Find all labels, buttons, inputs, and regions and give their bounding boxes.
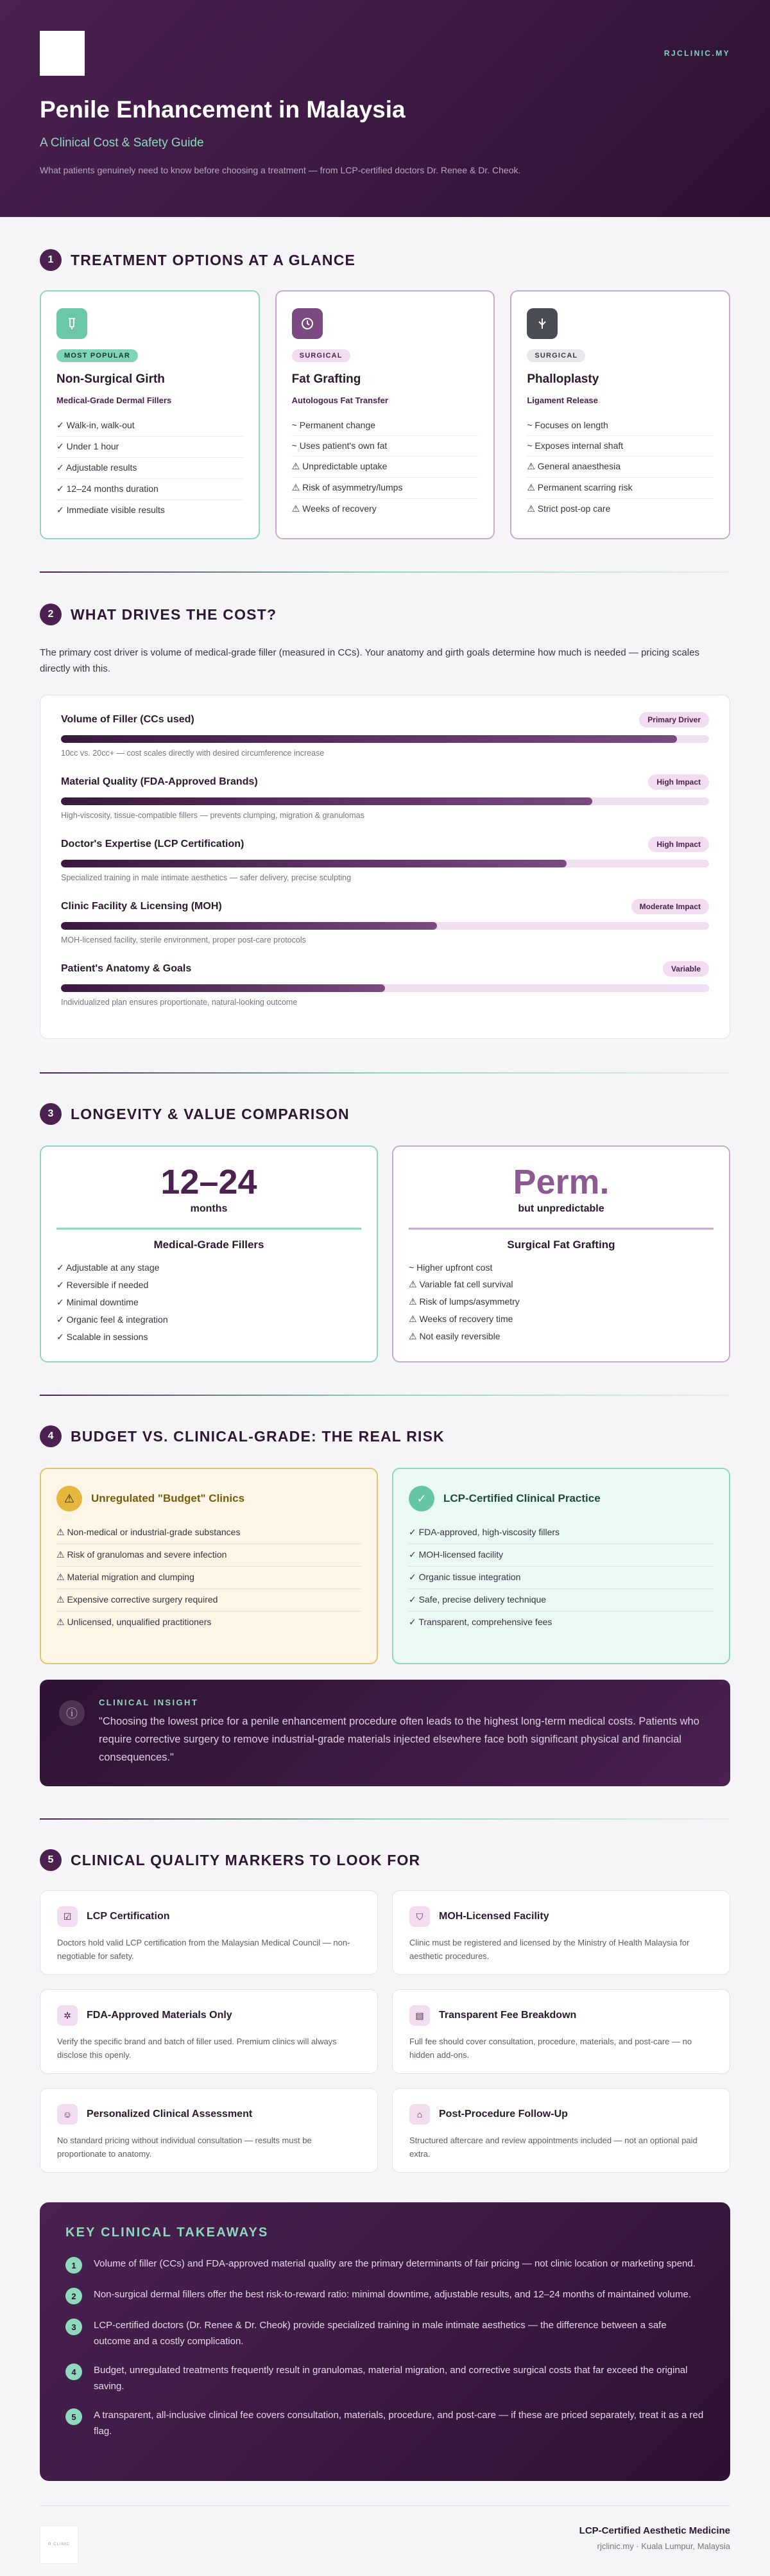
impact-bar xyxy=(61,797,709,805)
list-item: ⚠ Permanent scarring risk xyxy=(527,478,714,499)
home-icon: ⌂ xyxy=(409,2104,430,2125)
list-item: ✓ Under 1 hour xyxy=(56,437,243,458)
list-item: ✓ Minimal downtime xyxy=(56,1297,139,1307)
takeaway-number: 3 xyxy=(65,2319,82,2335)
takeaway-number: 5 xyxy=(65,2408,82,2425)
marker-text: Verify the specific brand and batch of filler used. Premium clinics will always disclose this openly. xyxy=(57,2037,337,2060)
list-item: ⚠ Variable fat cell survival xyxy=(409,1279,513,1289)
list-item: ⚠ Weeks of recovery time xyxy=(409,1314,513,1324)
list-item: ✓ Walk-in, walk-out xyxy=(56,415,243,437)
list-item: ~ Uses patient's own fat xyxy=(292,436,479,457)
list-item: ⚠ Not easily reversible xyxy=(409,1331,501,1341)
section-divider xyxy=(40,1395,730,1396)
list-item: ~ Focuses on length xyxy=(527,415,714,436)
takeaways-title: KEY CLINICAL TAKEAWAYS xyxy=(65,2225,269,2240)
driver-title: Clinic Facility & Licensing (MOH) xyxy=(61,901,222,912)
section-title: CLINICAL QUALITY MARKERS TO LOOK FOR xyxy=(71,1851,421,1868)
impact-bar-fill xyxy=(61,797,592,805)
card-subtitle: Autologous Fat Transfer xyxy=(291,396,388,405)
list-item: ✓ FDA-approved, high-viscosity fillers xyxy=(409,1522,714,1544)
section-title: WHAT DRIVES THE COST? xyxy=(71,605,277,623)
takeaway-number: 4 xyxy=(65,2363,82,2380)
takeaway-number: 2 xyxy=(65,2288,82,2304)
section-header xyxy=(40,604,730,625)
takeaway-item xyxy=(65,2256,705,2274)
footer-logo[interactable]: R CLINIC xyxy=(40,2525,78,2564)
badge: MOST POPULAR xyxy=(56,349,138,362)
impact-bar xyxy=(61,860,709,867)
marker-title: MOH-Licensed Facility xyxy=(439,1911,549,1922)
driver-title: Material Quality (FDA-Approved Brands) xyxy=(61,776,258,787)
duration-unit: months xyxy=(190,1203,228,1214)
section-risk xyxy=(0,1425,770,1786)
card-subtitle: Ligament Release xyxy=(527,396,598,405)
longevity-card-fillers xyxy=(40,1145,378,1362)
marker-title: Personalized Clinical Assessment xyxy=(87,2109,253,2119)
cost-driver-row xyxy=(61,837,709,882)
section-longevity xyxy=(0,1103,770,1362)
list-item: ⚠ Unlicensed, unqualified practitioners xyxy=(56,1617,212,1627)
list-item: ~ Exposes internal shaft xyxy=(527,436,714,457)
section-header xyxy=(40,1103,730,1125)
certificate-icon: ☑ xyxy=(57,1906,78,1927)
cost-driver-row xyxy=(61,899,709,944)
card-title: Phalloplasty xyxy=(527,372,599,386)
impact-badge: Moderate Impact xyxy=(631,899,709,914)
gear-icon: ✲ xyxy=(57,2005,78,2026)
duration-value: 12–24 xyxy=(160,1163,257,1201)
treatment-cards xyxy=(40,290,730,539)
list-item: ⚠ Risk of lumps/asymmetry xyxy=(409,1296,520,1307)
page-subtitle: A Clinical Cost & Safety Guide xyxy=(40,136,204,150)
shield-icon: ⛉ xyxy=(409,1906,430,1927)
marker-text: No standard pricing without individual consultation — results must be proportionate to anatomy. xyxy=(57,2136,312,2159)
list-item: ✓ Safe, precise delivery technique xyxy=(409,1589,714,1612)
impact-bar xyxy=(61,922,709,930)
card-title: Medical-Grade Fillers xyxy=(153,1239,264,1251)
cost-driver-row xyxy=(61,961,709,1007)
section-number: 1 xyxy=(40,249,62,271)
card-feature-list xyxy=(292,415,479,519)
section-quality-markers xyxy=(0,1849,770,2481)
clinical-practice-card xyxy=(392,1468,730,1664)
driver-title: Patient's Anatomy & Goals xyxy=(61,963,192,974)
hero-header xyxy=(0,0,770,217)
takeaway-item xyxy=(65,2317,705,2349)
list-item: ⚠ Unpredictable uptake xyxy=(292,457,479,478)
section-title: BUDGET VS. CLINICAL-GRADE: THE REAL RISK xyxy=(71,1427,445,1445)
badge: SURGICAL xyxy=(527,349,585,362)
section-cost-drivers xyxy=(0,604,770,1039)
driver-note: High-viscosity, tissue-compatible fillers — prevents clumping, migration & granulomas xyxy=(61,811,364,820)
budget-clinic-card xyxy=(40,1468,378,1664)
document-icon: ▤ xyxy=(409,2005,430,2026)
list-item: ~ Higher upfront cost xyxy=(409,1262,493,1273)
takeaway-text: A transparent, all-inclusive clinical fee covers consultation, materials, procedure, and post-care — if these are priced separately, treat it as a red flag. xyxy=(94,2410,704,2437)
section-divider xyxy=(40,1072,730,1074)
clock-icon xyxy=(292,308,323,339)
insight-quote: "Choosing the lowest price for a penile enhancement procedure often leads to the highest long-term medical costs. Patients who require corrective surgery to remove industrial-grade materials injected elsewhere face both significant physical and financial consequences." xyxy=(99,1716,699,1763)
list-item: ✓ MOH-licensed facility xyxy=(409,1544,714,1567)
impact-bar xyxy=(61,984,709,992)
takeaway-text: Budget, unregulated treatments frequently result in granulomas, material migration, and corrective surgical costs that far exceed the original saving. xyxy=(94,2365,688,2392)
treatment-card-fat-grafting xyxy=(275,290,495,539)
card-feature-list xyxy=(527,415,714,519)
card-rule xyxy=(409,1228,714,1230)
impact-badge: Primary Driver xyxy=(639,712,709,727)
list-item: ⚠ Strict post-op care xyxy=(527,503,611,514)
card-title: Non-Surgical Girth xyxy=(56,372,165,386)
cost-driver-panel xyxy=(40,695,730,1039)
quality-marker-card xyxy=(392,1890,730,1975)
clinical-insight-callout xyxy=(40,1680,730,1786)
list-item: ~ Permanent change xyxy=(292,415,479,436)
driver-title: Volume of Filler (CCs used) xyxy=(61,714,194,725)
list-item: ✓ 12–24 months duration xyxy=(56,479,243,500)
cost-driver-row xyxy=(61,712,709,758)
section-divider xyxy=(40,571,730,573)
marker-text: Full fee should cover consultation, procedure, materials, and post-care — no hidden add-ons. xyxy=(409,2037,692,2060)
quality-marker-card xyxy=(392,1989,730,2074)
insight-label: CLINICAL INSIGHT xyxy=(99,1698,199,1707)
impact-badge: High Impact xyxy=(648,774,709,790)
section-number: 3 xyxy=(40,1103,62,1125)
syringe-icon xyxy=(56,308,87,339)
section-intro: The primary cost driver is volume of medical-grade filler (measured in CCs). Your anatomy and girth goals determine how much is needed — pricing scales directly with this. xyxy=(40,647,699,674)
list-item: ✓ Scalable in sessions xyxy=(56,1332,148,1342)
driver-title: Doctor's Expertise (LCP Certification) xyxy=(61,839,244,849)
card-title: LCP-Certified Clinical Practice xyxy=(443,1492,601,1504)
card-feature-list xyxy=(56,415,243,521)
duration-value: Perm. xyxy=(513,1163,610,1201)
takeaways-list xyxy=(65,2256,705,2439)
list-item: ✓ Reversible if needed xyxy=(56,1280,149,1290)
takeaway-text: LCP-certified doctors (Dr. Renee & Dr. Cheok) provide specialized training in male intimate aesthetics — the difference between a safe outcome and a costly complication. xyxy=(94,2320,667,2347)
takeaway-item xyxy=(65,2407,705,2439)
card-title: Unregulated "Budget" Clinics xyxy=(91,1492,245,1504)
list-item: ⚠ General anaesthesia xyxy=(527,457,714,478)
driver-note: MOH-licensed facility, sterile environment, proper post-care protocols xyxy=(61,936,306,944)
info-icon: ⓘ xyxy=(59,1700,85,1726)
impact-badge: Variable xyxy=(663,961,709,977)
list-item: ✓ Organic tissue integration xyxy=(409,1567,714,1589)
takeaway-item xyxy=(65,2286,705,2304)
list-item: ✓ Organic feel & integration xyxy=(56,1314,168,1325)
section-title: TREATMENT OPTIONS AT A GLANCE xyxy=(71,251,356,268)
site-tag[interactable]: RJCLINIC.MY xyxy=(663,49,730,58)
list-item: ⚠ Material migration and clumping xyxy=(56,1567,361,1589)
list-item: ✓ Adjustable at any stage xyxy=(56,1262,160,1273)
card-subtitle: Medical-Grade Dermal Fillers xyxy=(56,396,172,405)
risk-list xyxy=(56,1522,361,1633)
page-footer xyxy=(40,2505,730,2564)
card-rule xyxy=(56,1228,361,1230)
section-header xyxy=(40,1425,730,1447)
list-item: ⚠ Risk of granulomas and severe infection xyxy=(56,1544,361,1567)
card-title: Fat Grafting xyxy=(291,372,361,386)
longevity-cards xyxy=(40,1145,730,1362)
card-feature-list xyxy=(409,1259,714,1345)
marker-title: Post-Procedure Follow-Up xyxy=(439,2109,568,2119)
impact-bar-fill xyxy=(61,860,567,867)
treatment-card-phalloplasty xyxy=(510,290,730,539)
card-feature-list xyxy=(56,1259,361,1346)
list-item: ⚠ Weeks of recovery xyxy=(291,503,377,514)
list-item: ✓ Immediate visible results xyxy=(56,505,165,515)
quality-marker-grid xyxy=(40,1890,730,2173)
page-title: Penile Enhancement in Malaysia xyxy=(40,96,406,123)
marker-text: Clinic must be registered and licensed by the Ministry of Health Malaysia for aesthetic procedures. xyxy=(409,1938,690,1961)
marker-title: LCP Certification xyxy=(87,1911,170,1922)
risk-comparison xyxy=(40,1468,730,1664)
marker-text: Doctors hold valid LCP certification from the Malaysian Medical Council — non-negotiable for safety. xyxy=(57,1938,350,1961)
list-item: ⚠ Non-medical or industrial-grade substances xyxy=(56,1522,361,1544)
marker-text: Structured aftercare and review appointments included — not an optional paid extra. xyxy=(409,2136,697,2159)
page-intro: What patients genuinely need to know before choosing a treatment — from LCP-certified doctors Dr. Renee & Dr. Cheok. xyxy=(40,165,521,175)
impact-bar-fill xyxy=(61,735,677,743)
takeaway-text: Non-surgical dermal fillers offer the best risk-to-reward ratio: minimal downtime, adjustable results, and 12–24 months of maintained volume. xyxy=(94,2289,691,2300)
treatment-card-non-surgical xyxy=(40,290,260,539)
impact-bar xyxy=(61,735,709,743)
takeaway-item xyxy=(65,2362,705,2394)
list-item: ⚠ Expensive corrective surgery required xyxy=(56,1589,361,1612)
marker-title: FDA-Approved Materials Only xyxy=(87,2010,232,2021)
impact-badge: High Impact xyxy=(648,837,709,852)
driver-note: 10cc vs. 20cc+ — cost scales directly with desired circumference increase xyxy=(61,749,325,758)
clinic-logo[interactable] xyxy=(40,31,85,76)
check-icon: ✓ xyxy=(409,1486,434,1511)
section-number: 4 xyxy=(40,1425,62,1447)
section-divider xyxy=(40,1818,730,1820)
quality-marker-card xyxy=(40,1890,378,1975)
section-title: LONGEVITY & VALUE COMPARISON xyxy=(71,1105,350,1122)
impact-bar-fill xyxy=(61,922,437,930)
card-title: Surgical Fat Grafting xyxy=(507,1239,615,1251)
list-item: ⚠ Risk of asymmetry/lumps xyxy=(292,478,479,499)
list-item: ✓ Transparent, comprehensive fees xyxy=(409,1617,552,1627)
marker-title: Transparent Fee Breakdown xyxy=(439,2010,577,2021)
takeaway-text: Volume of filler (CCs) and FDA-approved material quality are the primary determinants of fair pricing — not clinic location or marketing spend. xyxy=(94,2258,696,2269)
warning-icon: ⚠ xyxy=(56,1486,82,1511)
longevity-card-fat-grafting xyxy=(392,1145,730,1362)
footer-title: LCP-Certified Aesthetic Medicine xyxy=(579,2525,730,2536)
driver-note: Individualized plan ensures proportionate, natural-looking outcome xyxy=(61,998,298,1007)
section-header xyxy=(40,249,730,271)
cost-driver-row xyxy=(61,774,709,820)
person-icon: ☺ xyxy=(57,2104,78,2125)
section-number: 5 xyxy=(40,1849,62,1871)
impact-bar-fill xyxy=(61,984,385,992)
section-treatment-options xyxy=(0,249,770,539)
key-takeaways-panel xyxy=(40,2202,730,2481)
footer-subtitle: rjclinic.my · Kuala Lumpur, Malaysia xyxy=(597,2541,730,2551)
driver-note: Specialized training in male intimate aesthetics — safer delivery, precise sculpting xyxy=(61,873,352,882)
list-item: ✓ Adjustable results xyxy=(56,458,243,479)
benefit-list xyxy=(409,1522,714,1633)
duration-unit: but unpredictable xyxy=(518,1203,604,1214)
scalpel-icon xyxy=(527,308,558,339)
section-header xyxy=(40,1849,730,1871)
quality-marker-card xyxy=(40,2088,378,2173)
section-number: 2 xyxy=(40,604,62,625)
quality-marker-card xyxy=(40,1989,378,2074)
badge: SURGICAL xyxy=(292,349,350,362)
takeaway-number: 1 xyxy=(65,2257,82,2274)
quality-marker-card xyxy=(392,2088,730,2173)
